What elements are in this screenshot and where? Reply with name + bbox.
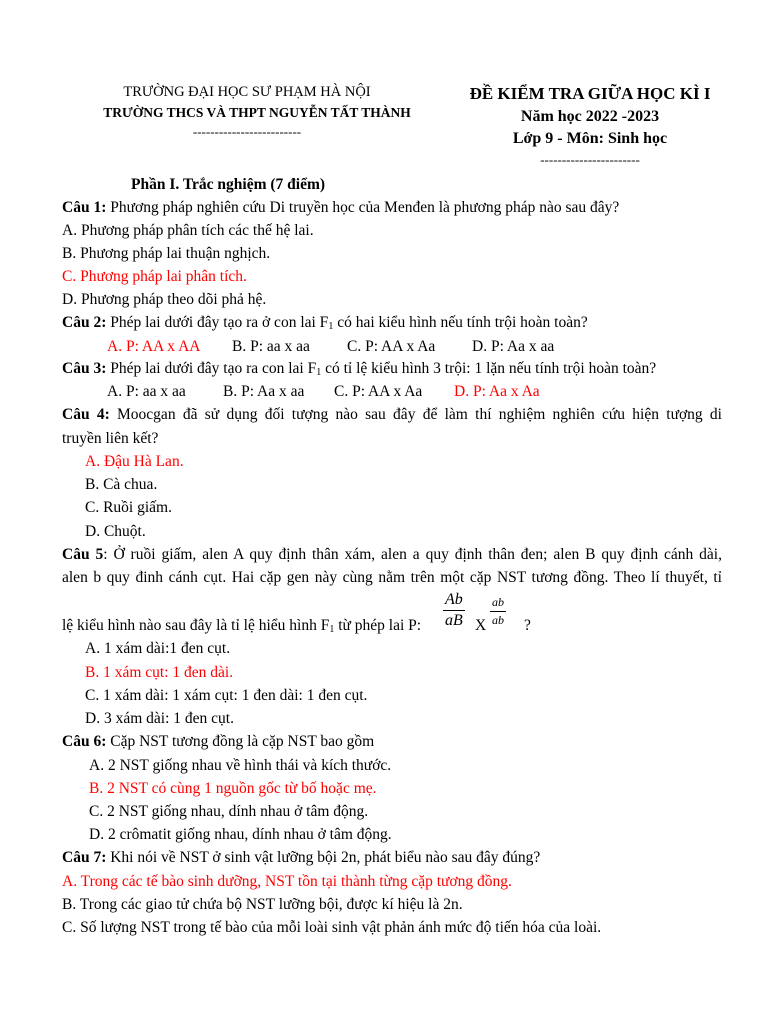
question-2 [62, 313, 588, 333]
q7-option-c: C. Số lượng NST trong tế bào của mỗi loài sinh vật phản ánh mức độ tiến hóa của loài. [62, 919, 602, 936]
q2-option-a-correct: A. P: AA x AA [107, 338, 201, 355]
question-label: Câu 5 [62, 546, 104, 563]
question-text: Phép lai dưới đây tạo ra con lai F [106, 360, 317, 377]
school-year: Năm học 2022 -2023 [520, 108, 660, 125]
q2-option-d: D. P: Aa x aa [472, 338, 555, 355]
question-label: Câu 1: [62, 199, 107, 216]
genotype-fraction-1 [443, 590, 465, 631]
q4-option-a: A. Đậu Hà Lan. [85, 453, 184, 470]
q1-option-d: D. Phương pháp theo dõi phả hệ. [62, 291, 267, 308]
q3-option-a: A. P: aa x aa [107, 383, 186, 400]
header-left-rule: ------------------------- [192, 124, 302, 139]
question-4 [62, 405, 722, 425]
question-5-line-2: alen b quy đinh cánh cụt. Hai cặp gen này cùng nằm trên một cặp NST tương đồng. Theo lí thuyết, tỉ [62, 569, 722, 586]
q4-option-d: D. Chuột. [85, 523, 146, 540]
question-text-end: có hai kiểu hình nếu tính trội hoàn toàn? [333, 314, 588, 331]
question-text: lệ kiểu hình nào sau đây là tỉ lệ hiểu hình F [62, 617, 330, 634]
subscript: 1 [329, 624, 335, 635]
q3-option-d-correct: D. P: Aa x Aa [454, 383, 540, 400]
q1-option-a: A. Phương pháp phân tích các thế hệ lai. [62, 222, 314, 239]
question-text: Phép lai dưới đây tạo ra ở con lai F [106, 314, 329, 331]
q7-option-a-correct: A. Trong các tế bào sinh dưỡng, NST tồn tại thành từng cặp tương đồng. [62, 873, 512, 890]
cross-symbol: X [475, 617, 487, 634]
question-text: Phương pháp nghiên cứu Di truyền học của Menđen là phương pháp nào sau đây? [106, 199, 620, 216]
question-6 [62, 732, 374, 752]
q4-option-b: B. Cà chua. [85, 476, 158, 493]
subscript: 1 [316, 367, 322, 378]
q2-option-b: B. P: aa x aa [232, 338, 310, 355]
q3-option-c: C. P: AA x Aa [334, 383, 423, 400]
school-name-university: TRƯỜNG ĐẠI HỌC SƯ PHẠM HÀ NỘI [123, 84, 371, 100]
q6-option-a: A. 2 NST giống nhau về hình thái và kích thước. [89, 757, 392, 774]
question-text: Moocgan đã sử dụng đối tượng nào sau đây để làm thí nghiệm nghiên cứu hiện tượng di [109, 406, 722, 423]
question-5 [62, 545, 722, 565]
q7-option-b: B. Trong các giao tử chứa bộ NST lưỡng bội, được kí hiệu là 2n. [62, 896, 463, 913]
q5-option-c: C. 1 xám dài: 1 xám cụt: 1 đen dài: 1 đen cụt. [85, 687, 368, 704]
grade-subject: Lớp 9 - Môn: Sinh học [512, 130, 668, 147]
question-label: Câu 7: [62, 849, 107, 866]
q3-option-b: B. P: Aa x aa [223, 383, 305, 400]
question-1 [62, 198, 619, 218]
question-text: Cặp NST tương đồng là cặp NST bao gồm [106, 733, 375, 750]
q5-option-d: D. 3 xám dài: 1 đen cụt. [85, 710, 234, 727]
q5-option-b-correct: B. 1 xám cụt: 1 đen dài. [85, 664, 234, 681]
fraction-numerator: Ab [443, 590, 465, 611]
fraction-numerator: ab [490, 594, 506, 612]
question-mark: ? [524, 617, 531, 634]
question-label: Câu 3: [62, 360, 107, 377]
q6-option-b-correct: B. 2 NST có cùng 1 nguồn gốc từ bố hoặc mẹ. [89, 780, 377, 797]
genotype-fraction-2 [490, 594, 506, 629]
question-text-end: có tỉ lệ kiểu hình 3 trội: 1 lặn nếu tính trội hoàn toàn? [321, 360, 657, 377]
header-right-rule: ----------------------- [540, 152, 640, 167]
exam-title: ĐỀ KIỂM TRA GIỮA HỌC KÌ I [469, 84, 711, 103]
question-text: : Ở ruồi giấm, alen A quy định thân xám, alen a quy định thân đen; alen B quy định cánh dài, [103, 546, 722, 563]
question-label: Câu 6: [62, 733, 107, 750]
q6-option-c: C. 2 NST giống nhau, dính nhau ở tâm động. [89, 803, 369, 820]
question-text-end: từ phép lai P: [334, 617, 422, 634]
question-4-continued: truyền liên kết? [62, 430, 159, 447]
question-text: Khi nói về NST ở sinh vật lưỡng bội 2n, phát biểu nào sau đây đúng? [106, 849, 541, 866]
q5-option-a: A. 1 xám dài:1 đen cụt. [85, 640, 231, 657]
q6-option-d: D. 2 crômatit giống nhau, dính nhau ở tâm động. [89, 826, 392, 843]
q1-option-c-correct: C. Phương pháp lai phân tích. [62, 268, 247, 285]
fraction-denominator: ab [492, 613, 504, 627]
question-label: Câu 4: [62, 406, 110, 423]
school-name-highschool: TRƯỜNG THCS VÀ THPT NGUYỄN TẤT THÀNH [103, 105, 411, 120]
q1-option-b: B. Phương pháp lai thuận nghịch. [62, 245, 271, 262]
section-title: Phần I. Trắc nghiệm (7 điểm) [131, 176, 326, 193]
subscript: 1 [328, 321, 334, 332]
question-5-line-3 [62, 616, 421, 636]
question-7 [62, 848, 540, 868]
q4-option-c: C. Ruồi giấm. [85, 499, 172, 516]
fraction-denominator: aB [445, 612, 463, 629]
question-label: Câu 2: [62, 314, 107, 331]
q2-option-c: C. P: AA x Aa [347, 338, 436, 355]
question-3 [62, 359, 656, 379]
